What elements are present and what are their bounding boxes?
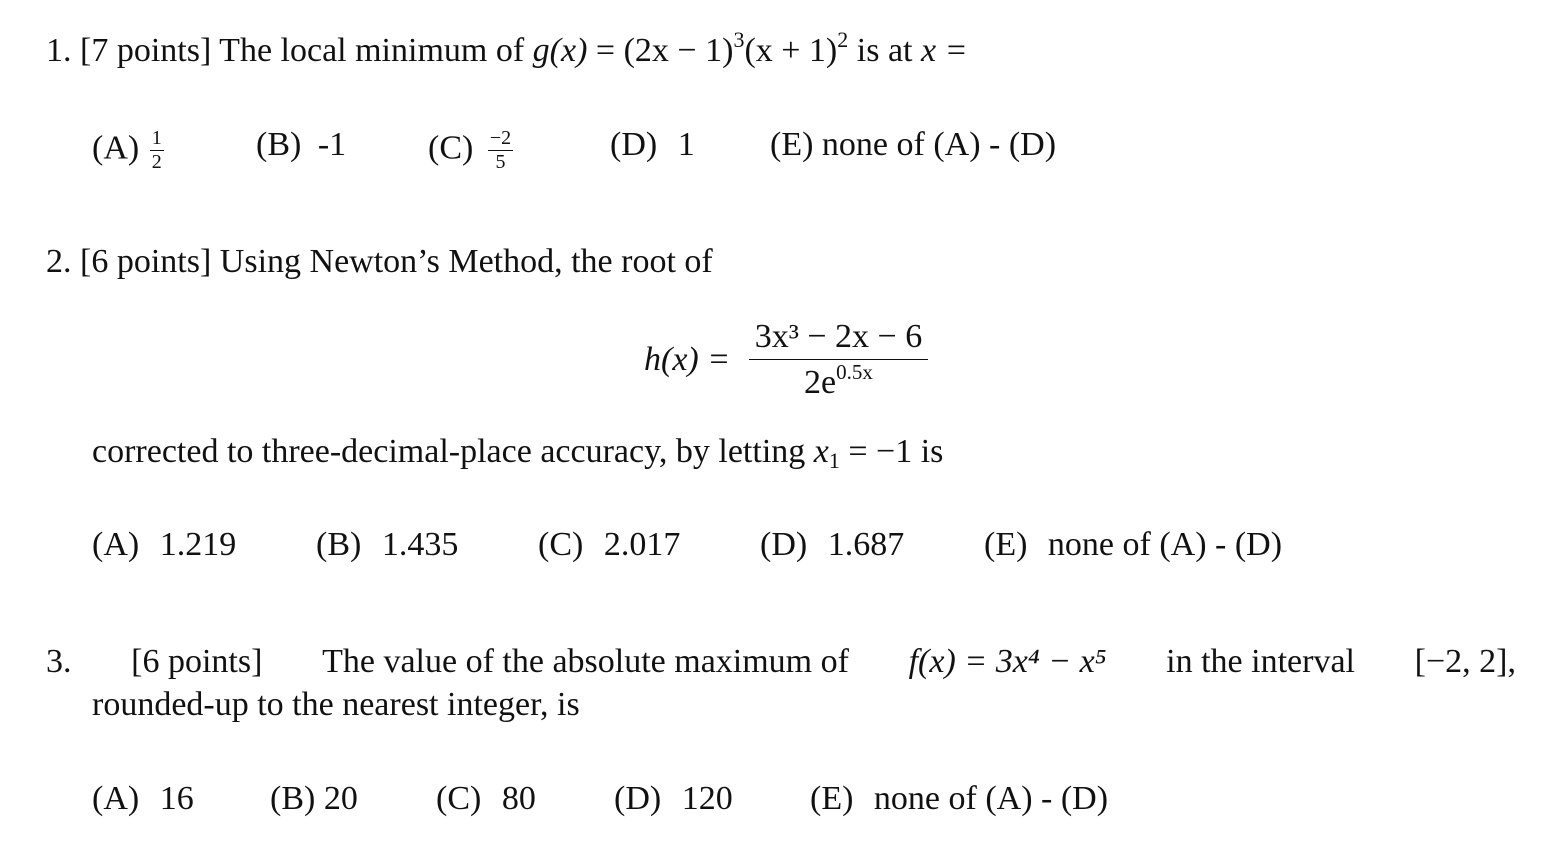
option-value: none of (A) - (D) [1047,526,1283,563]
q3-option-c[interactable] [436,782,536,816]
fraction-numerator: 1 [151,127,162,149]
option-value: 1.219 [159,526,237,563]
question-3-stem-line2 [92,688,580,722]
followup-tail: = −1 is [848,433,944,470]
question-2-followup [92,433,944,473]
option-label: (E) [810,780,854,817]
option-label: (B) [270,780,316,817]
formula-fraction [749,318,929,402]
q3-option-a[interactable] [92,782,194,816]
question-1-stem [46,26,968,69]
option-value: 120 [681,780,733,817]
option-label: (C) [436,780,482,817]
option-value: 1.687 [827,526,905,563]
option-label: (B) [316,526,362,563]
question-text-line2: rounded-up to the nearest integer, is [92,686,580,723]
newton-formula [644,318,928,402]
option-value: 80 [501,780,536,817]
q1-option-e[interactable] [770,128,1056,162]
q1-option-a[interactable] [92,128,166,173]
option-label: (A) [92,526,140,563]
q2-option-a[interactable] [92,528,236,562]
option-label: (B) [256,126,302,163]
option-value: 16 [159,780,194,817]
option-label: (E) [770,126,814,163]
q3-option-d[interactable] [614,782,733,816]
option-label: (D) [760,526,808,563]
formula-numerator: 3x³ − 2x − 6 [749,318,929,360]
option-fraction [488,128,513,173]
question-points: [6 points] [80,243,212,280]
fraction-denominator: 5 [495,151,506,173]
q2-option-b[interactable] [316,528,458,562]
option-label: (C) [538,526,584,563]
q2-option-c[interactable] [538,528,680,562]
followup-variable: x [813,433,829,470]
question-function: f(x) = 3x⁴ − x⁵ [908,643,1107,680]
followup-text: corrected to three-decimal-place accuracy, by letting [92,433,806,470]
option-label: (A) [92,780,140,817]
question-text: The local minimum of [219,32,525,69]
function-lhs: g(x) [532,32,588,69]
fraction-numerator: −2 [489,127,512,149]
option-value: 2.017 [603,526,681,563]
q2-option-e[interactable] [984,528,1282,562]
option-label: (D) [610,126,658,163]
question-2-stem [46,245,713,279]
expr-exp2: 2 [837,26,849,52]
option-label: (A) [92,129,140,167]
q3-option-e[interactable] [810,782,1108,816]
option-value: none of (A) - (D) [873,780,1109,817]
option-value: 1.435 [381,526,459,563]
question-number: 3. [46,643,72,680]
question-number: 1. [46,32,72,69]
question-points: [7 points] [80,32,212,69]
q1-option-d[interactable] [610,128,695,162]
denominator-base: 2e [804,364,837,402]
question-text: Using Newton’s Method, the root of [219,243,713,280]
option-fraction [150,128,164,173]
q2-option-d[interactable] [760,528,904,562]
question-number: 2. [46,243,72,280]
option-value: 20 [323,780,358,817]
question-text-mid: in the interval [1166,643,1355,680]
question-text: The value of the absolute maximum of [322,643,849,680]
option-value: -1 [317,126,347,163]
stem-variable: x = [920,32,968,69]
option-label: (E) [984,526,1028,563]
option-label: (C) [428,129,474,167]
fraction-denominator: 2 [151,151,162,173]
q1-option-c[interactable] [428,128,515,173]
option-value: none of (A) - (D) [821,126,1057,163]
question-3-stem [46,645,1516,679]
expr-exp1: 3 [733,26,745,52]
formula-denominator [804,360,873,401]
q3-option-b[interactable] [270,782,358,816]
question-text-tail: is at [856,32,913,69]
formula-lhs: h(x) = [644,340,731,378]
question-points: [6 points] [131,643,263,680]
q1-option-b[interactable] [256,128,346,162]
question-interval: [−2, 2], [1414,643,1516,680]
denominator-exponent: 0.5x [836,360,873,385]
expr-base1: (2x − 1) [623,32,734,69]
option-value: 1 [677,126,695,163]
expr-base2: (x + 1) [744,32,838,69]
equals-sign: = [595,32,616,69]
option-label: (D) [614,780,662,817]
followup-subscript: 1 [828,448,840,473]
